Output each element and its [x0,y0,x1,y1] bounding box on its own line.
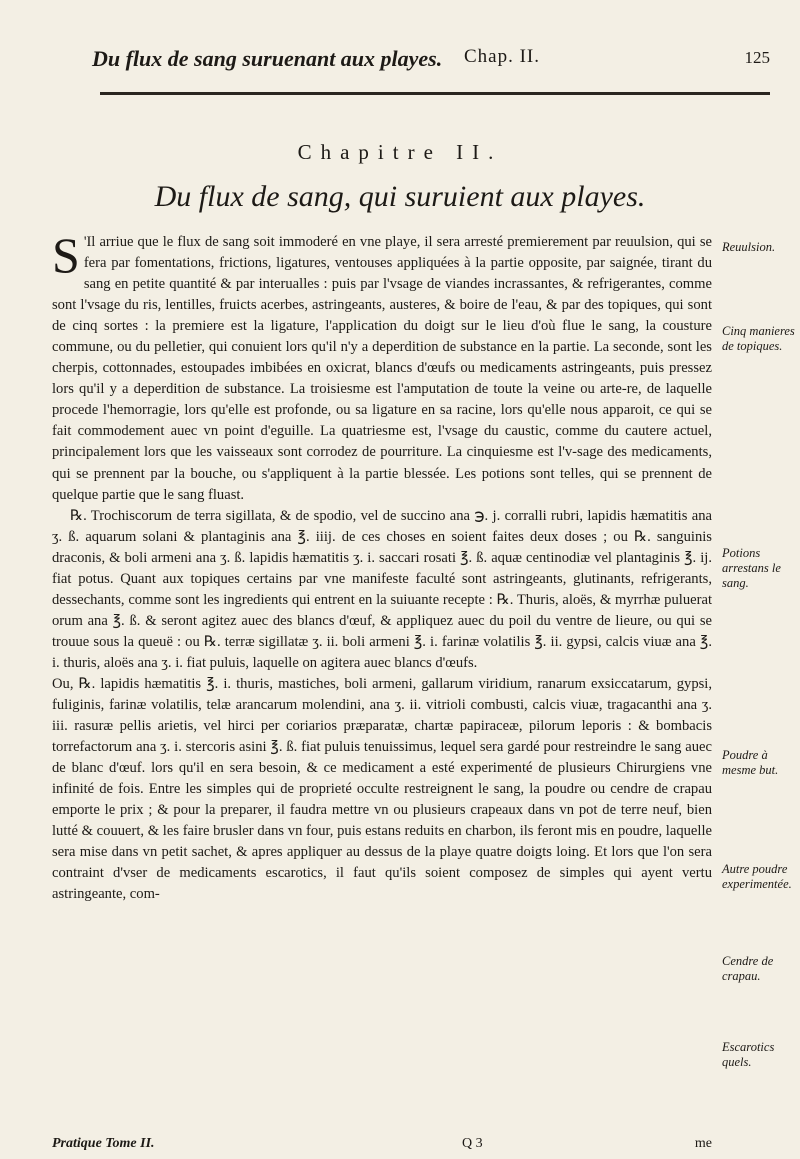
catchword: me [694,1136,712,1151]
signature-mark: Q 3 [462,1136,483,1151]
paragraph-1-text: 'Il arriue que le flux de sang soit immoderé en vne playe, il sera arresté premierement par reuulsion, qui se fera par fomentations, frictions, ligatures, ventouses appliquées à la partie opposite, par saignée, tirant du sang en petite quantité & par interualles : puis par l'vsage de viandes incrassantes, & refrigerantes, comme sont l'vsage du ris, lentilles, fruicts acerbes, astringeants, austeres, & boire de l'eau, & par des topiques, qui sont de cinq sortes : la premiere est la ligature, l'application du doigt sur le lieu d'où flue le sang, la cousture commune, ou du pelletier, qui conuient lors qu'il n'y a deperdition de substance en la partie. La seconde, sont les cherpis, cottonnades, estoupades imbibées en oxicrat, blancs d'œufs ou medicaments astringeants, puis pressez lors qu'il y a deperdition de substance. La troisiesme est l'amputation de toute la veine ou arte-re, de laquelle procede l'hemorragie, lors qu'elle est profonde, ou sa ligature en sa racine, lors qu'elle nous apparoit, ce qui se fait commodement auec vn point d'eguille. La quatriesme est, l'vsage du caustic, comme du cautere actuel, principalement lors que les vaisseaux sont corrodez de pourriture. La cinquiesme est l'v-sage des medicaments, qui se prennent par la bouche, ou s'appliquent à la partie blessée. Les potions sont telles, qui se prennent de quelque partie que le sang fluast. [52,234,712,503]
running-head-chapter: Chap. II. [464,46,541,67]
page-number: 125 [744,48,770,67]
margin-note-autre-poudre: Autre poudre experimentée. [722,862,792,891]
header-rule [100,92,770,95]
paragraph-1 [52,227,712,506]
page-footer [52,1136,712,1158]
margin-note-poudre: Poudre à mesme but. [722,748,779,777]
margin-note-reuulsion: Reuulsion. [722,240,776,254]
footer-volume: Pratique Tome II. [52,1136,155,1151]
paragraph-2-text: ℞. Trochiscorum de terra sigillata, & de spodio, vel de succino ana ℈. j. corralli rubri, lapidis hæmatitis ana ʒ. ß. aquarum solani & plantaginis ana ℥. iiij. de ces choses en soient faites deux doses ; ou ℞. sanguinis draconis, & boli armeni ana ʒ. ß. lapidis hæmatitis ʒ. i. saccari rosati ℥. ß. aquæ centinodiæ vel plantaginis ℥. ij. fiat potus. Quant aux topiques certains par vne manifeste faculté sont astringeants, glutinants, refrigerants, dessechants, comme sont les ingredients qui entrent en la suiuante recepte : ℞. Thuris, aloës, & myrrhæ puluerat orum ana ℥. ß. & seront agitez auec des blancs d'œuf, & appliquez auec du poil du ventre de lieure, ou qui se trouue sous la queuë : ou ℞. terræ sigillatæ ʒ. ii. boli armeni ℥. i. farinæ volatilis ℥. ii. gypsi, calcis viuæ ana ℥. i. thuris, aloës ana ʒ. i. fiat puluis, laquelle on agitera auec blancs d'œufs. [52,507,712,671]
paragraph-2 [52,506,712,674]
running-head-title: Du flux de sang suruenant aux playes. [92,46,443,71]
running-head [92,46,772,78]
margin-note-cendre: Cendre de crapau. [722,954,774,983]
margin-note-potions: Potions arrestans le sang. [722,546,781,590]
chapter-label: Chapitre II. [297,140,503,164]
drop-cap: S [52,227,80,283]
paragraph-3 [52,674,712,906]
margin-note-topiques: Cinq manieres de topiques. [722,324,795,353]
chapter-title: Du flux de sang, qui suruient aux playes. [154,180,646,213]
body-text [52,227,712,906]
margin-note-escarotics: Escarotics quels. [722,1040,775,1069]
paragraph-3-text: Ou, ℞. lapidis hæmatitis ℥. i. thuris, mastiches, boli armeni, gallarum viridium, ranarum exsiccatarum, gypsi, fuliginis, farinæ volatilis, telæ arancarum molendini, ana ʒ. ii. vitrioli combusti, calcis viuæ, tragacanthi ana ʒ. iii. rasuræ pellis arietis, vel hirci per coriarios præparatæ, chartæ papiraceæ, pilorum leporis : & bombacis torrefactorum ana ʒ. i. stercoris asini ℥. ß. fiat puluis tenuissimus, lequel sera gardé pour restreindre le sang auec de blanc d'œuf. lors qu'il en sera besoin, & ce medicament a esté experimenté de plusieurs Chirurgiens vne infinité de fois. Entre les simples qui de proprieté occulte restreignent le sang, la poudre ou cendre de crapau emporte le prix ; & pour la preparer, il faudra mettre vn ou plusieurs crapeaux dans vn pot de terre neuf, bien lutté & couuert, & les faire brusler dans vn four, puis estans reduits en charbon, ils feront mis en poudre, laquelle sera mise dans vn petit sachet, & apres appliquer au dessus de la playe quatre doigts loing. Et lors que l'on sera contraint d'vser de medicaments escarotics, il faut qu'ils soient composez de simples qui ayent vertu astringeante, com- [52,675,712,903]
